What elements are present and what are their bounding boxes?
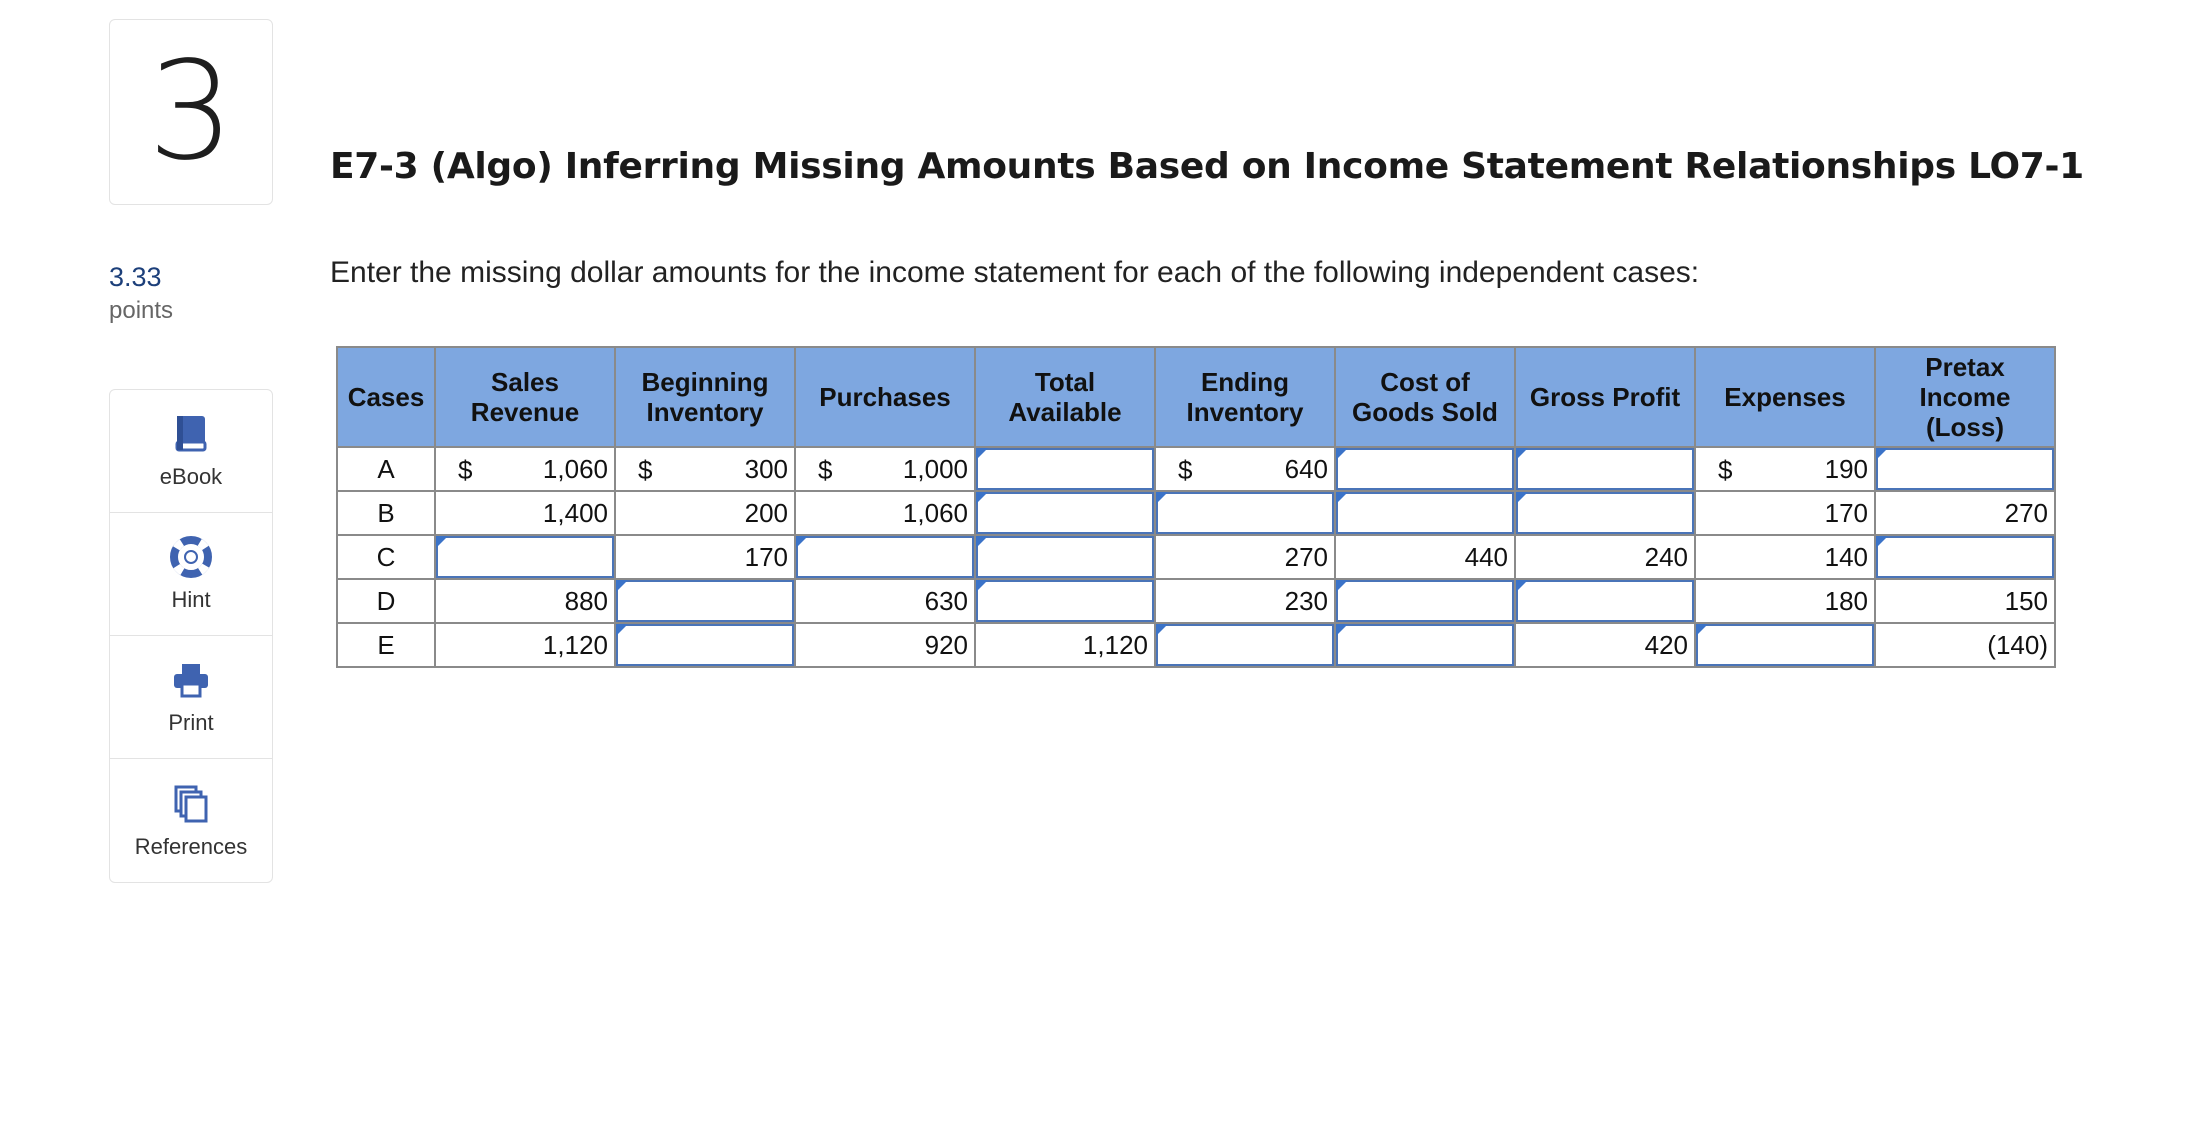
input-flag-icon	[976, 448, 988, 460]
answer-cell	[975, 447, 1155, 491]
table-body	[337, 447, 2055, 667]
points-value: 3.33	[109, 262, 162, 292]
value-cell	[1515, 623, 1695, 667]
answer-input[interactable]	[976, 536, 1154, 578]
input-flag-icon	[1156, 492, 1168, 504]
cell-value: 1,060	[542, 453, 608, 484]
answer-cell	[975, 491, 1155, 535]
input-flag-icon	[1516, 580, 1528, 592]
currency-symbol: $	[1718, 455, 1733, 485]
income-statement-table	[336, 346, 2056, 668]
input-flag-icon	[976, 492, 988, 504]
input-flag-icon	[796, 536, 808, 548]
case-label: A	[337, 447, 435, 491]
answer-cell	[1515, 579, 1695, 623]
answer-cell	[795, 535, 975, 579]
value-cell	[1335, 535, 1515, 579]
cell-value: 270	[2004, 497, 2048, 528]
value-cell	[1695, 447, 1875, 491]
currency-symbol: $	[638, 455, 653, 485]
input-flag-icon	[1336, 624, 1348, 636]
answer-input[interactable]	[1336, 580, 1514, 622]
column-header: Expenses	[1695, 347, 1875, 447]
value-cell	[1875, 579, 2055, 623]
answer-cell	[1515, 491, 1695, 535]
answer-cell	[1335, 491, 1515, 535]
cell-value: 440	[1464, 541, 1508, 572]
value-cell	[1515, 535, 1695, 579]
answer-input[interactable]	[436, 536, 614, 578]
lifebuoy-icon	[169, 535, 213, 579]
input-flag-icon	[1876, 448, 1888, 460]
ebook-button[interactable]	[110, 390, 272, 513]
cell-value: 170	[744, 541, 788, 572]
input-flag-icon	[1876, 536, 1888, 548]
input-flag-icon	[976, 580, 988, 592]
column-header: Purchases	[795, 347, 975, 447]
value-cell	[795, 491, 975, 535]
answer-input[interactable]	[1156, 624, 1334, 666]
cell-value: 190	[1824, 453, 1868, 484]
value-cell	[435, 447, 615, 491]
answer-input[interactable]	[976, 492, 1154, 534]
column-header: Beginning Inventory	[615, 347, 795, 447]
answer-input[interactable]	[1876, 448, 2054, 490]
value-cell	[795, 447, 975, 491]
input-flag-icon	[1336, 580, 1348, 592]
cell-value: 270	[1284, 541, 1328, 572]
answer-cell	[615, 579, 795, 623]
value-cell	[1155, 447, 1335, 491]
currency-symbol: $	[818, 455, 833, 485]
value-cell	[1155, 579, 1335, 623]
cell-value: 1,120	[542, 629, 608, 660]
table-row	[337, 491, 2055, 535]
input-flag-icon	[1336, 492, 1348, 504]
cell-value: 420	[1644, 629, 1688, 660]
input-flag-icon	[1336, 448, 1348, 460]
value-cell	[1695, 579, 1875, 623]
cell-value: 240	[1644, 541, 1688, 572]
answer-cell	[975, 579, 1155, 623]
table-header-row	[337, 347, 2055, 447]
column-header: Cost of Goods Sold	[1335, 347, 1515, 447]
answer-input[interactable]	[1336, 492, 1514, 534]
currency-symbol: $	[1178, 455, 1193, 485]
cell-value: 880	[564, 585, 608, 616]
input-flag-icon	[616, 580, 628, 592]
cell-value: 1,060	[902, 497, 968, 528]
question-title: E7-3 (Algo) Inferring Missing Amounts Based on Income Statement Relationships LO7-1	[330, 146, 2084, 187]
book-icon	[169, 412, 213, 456]
case-label: E	[337, 623, 435, 667]
answer-cell	[975, 535, 1155, 579]
value-cell	[615, 491, 795, 535]
cell-value: 180	[1824, 585, 1868, 616]
answer-cell	[1335, 579, 1515, 623]
value-cell	[1695, 535, 1875, 579]
cell-value: 1,120	[1082, 629, 1148, 660]
cell-value: 170	[1824, 497, 1868, 528]
case-label: B	[337, 491, 435, 535]
cell-value: 140	[1824, 541, 1868, 572]
input-flag-icon	[1516, 448, 1528, 460]
cell-value: 1,400	[542, 497, 608, 528]
value-cell	[1875, 623, 2055, 667]
answer-cell	[1875, 447, 2055, 491]
value-cell	[615, 535, 795, 579]
value-cell	[615, 447, 795, 491]
column-header: Ending Inventory	[1155, 347, 1335, 447]
answer-cell	[1155, 491, 1335, 535]
print-label: Print	[168, 710, 214, 735]
answer-input[interactable]	[1516, 448, 1694, 490]
column-header: Cases	[337, 347, 435, 447]
case-label: C	[337, 535, 435, 579]
value-cell	[975, 623, 1155, 667]
print-button[interactable]	[110, 636, 272, 759]
question-number: 3	[109, 19, 273, 205]
printer-icon	[169, 658, 213, 702]
answer-input[interactable]	[1696, 624, 1874, 666]
input-flag-icon	[1516, 492, 1528, 504]
value-cell	[435, 623, 615, 667]
cell-value: 230	[1284, 585, 1328, 616]
value-cell	[1875, 491, 2055, 535]
case-label: D	[337, 579, 435, 623]
input-flag-icon	[1156, 624, 1168, 636]
copy-icon	[169, 782, 213, 826]
input-flag-icon	[1696, 624, 1708, 636]
references-label: References	[134, 833, 248, 859]
input-flag-icon	[616, 624, 628, 636]
table-row	[337, 579, 2055, 623]
cell-value: 640	[1284, 453, 1328, 484]
answer-input[interactable]	[616, 624, 794, 666]
answer-input[interactable]	[1876, 536, 2054, 578]
input-flag-icon	[976, 536, 988, 548]
column-header: Pretax Income (Loss)	[1875, 347, 2055, 447]
answer-input[interactable]	[1336, 448, 1514, 490]
answer-cell	[1335, 623, 1515, 667]
cell-value: 630	[924, 585, 968, 616]
input-flag-icon	[436, 536, 448, 548]
answer-cell	[1515, 447, 1695, 491]
table-row	[337, 447, 2055, 491]
column-header: Gross Profit	[1515, 347, 1695, 447]
answer-input[interactable]	[1516, 492, 1694, 534]
value-cell	[795, 579, 975, 623]
cell-value: (140)	[1987, 629, 2048, 660]
ebook-label: eBook	[159, 464, 223, 489]
answer-cell	[615, 623, 795, 667]
answer-input[interactable]	[976, 580, 1154, 622]
currency-symbol: $	[458, 455, 473, 485]
tool-sidebar	[109, 389, 273, 883]
column-header: Sales Revenue	[435, 347, 615, 447]
cell-value: 920	[924, 629, 968, 660]
points-label: points	[109, 297, 174, 324]
value-cell	[795, 623, 975, 667]
question-prompt: Enter the missing dollar amounts for the income statement for each of the following independent cases:	[330, 256, 1700, 289]
value-cell	[1155, 535, 1335, 579]
answer-cell	[1875, 535, 2055, 579]
value-cell	[1695, 491, 1875, 535]
references-button[interactable]	[110, 759, 272, 882]
answer-input[interactable]	[976, 448, 1154, 490]
hint-label: Hint	[171, 587, 211, 612]
answer-input[interactable]	[1516, 580, 1694, 622]
hint-button[interactable]	[110, 513, 272, 636]
cell-value: 150	[2004, 585, 2048, 616]
table-row	[337, 623, 2055, 667]
value-cell	[435, 579, 615, 623]
cell-value: 1,000	[902, 453, 968, 484]
answer-input[interactable]	[1156, 492, 1334, 534]
answer-input[interactable]	[796, 536, 974, 578]
table-row	[337, 535, 2055, 579]
answer-input[interactable]	[1336, 624, 1514, 666]
answer-cell	[1335, 447, 1515, 491]
answer-cell	[1695, 623, 1875, 667]
cell-value: 300	[744, 453, 788, 484]
answer-cell	[1155, 623, 1335, 667]
cell-value: 200	[744, 497, 788, 528]
answer-input[interactable]	[616, 580, 794, 622]
answer-cell	[435, 535, 615, 579]
column-header: Total Available	[975, 347, 1155, 447]
value-cell	[435, 491, 615, 535]
